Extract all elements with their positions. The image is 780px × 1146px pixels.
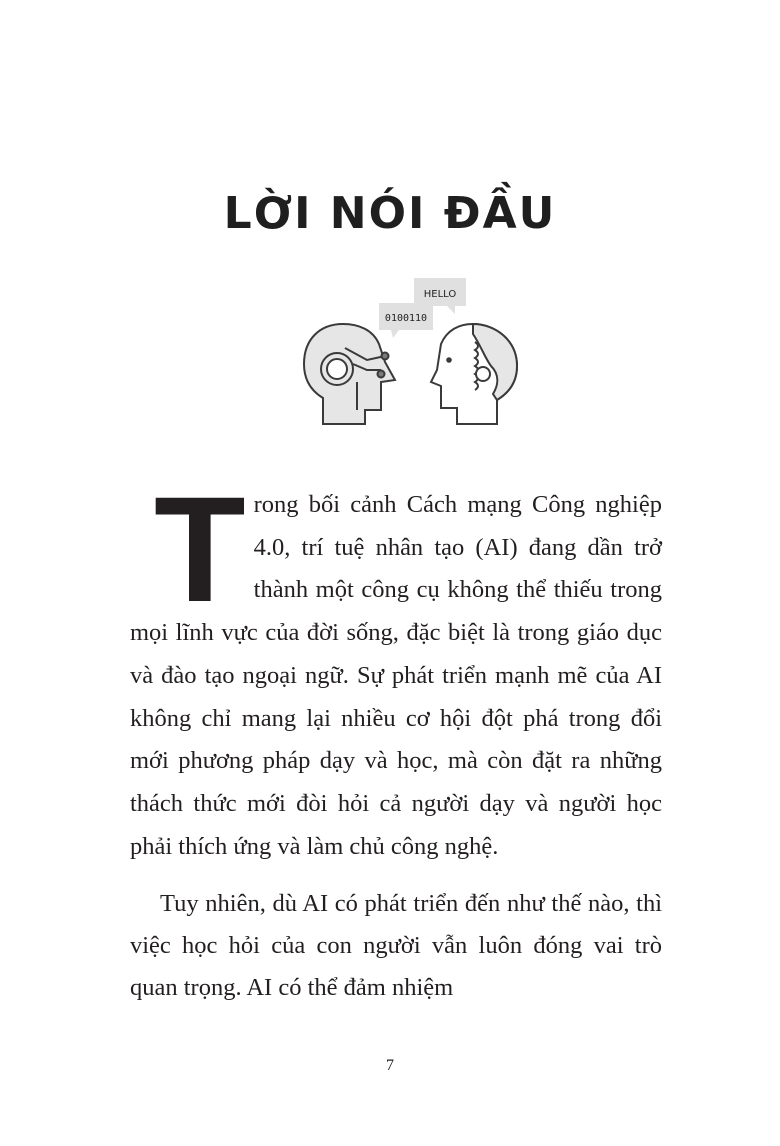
robot-human-talk-icon	[295, 274, 525, 430]
page-title: LỜI NÓI ĐẦU	[223, 188, 557, 239]
robot-and-human-illustration	[295, 274, 525, 430]
paragraph-2-text: Tuy nhiên, dù AI có phát triển đến như thế nào, thì việc học hỏi của con người vẫn luôn đóng vai trò quan trọng. AI có thể đảm nhiệm	[130, 890, 662, 1001]
human-head-icon	[431, 324, 517, 424]
paragraph-2	[130, 883, 662, 1009]
page-number: 7	[386, 1057, 394, 1074]
hello-bubble-text: HELLO	[423, 289, 457, 300]
robot-head-icon	[304, 324, 395, 424]
paragraph-1	[130, 465, 662, 868]
paragraph-1-text: rong bối cảnh Cách mạng Công nghiệp 4.0, trí tuệ nhân tạo (AI) đang dần trở thành một công cụ không thể thiếu trong mọi lĩnh vực của đời sống, đặc biệt là trong giáo dục và đào tạo ngoại ngữ. Sự phát triển mạnh mẽ của AI không chỉ mang lại nhiều cơ hội đột phá trong đổi mới phương pháp dạy và học, mà còn đặt ra những thách thức mới đòi hỏi cả người dạy và người học phải thích ứng và làm chủ công nghệ.	[130, 491, 662, 860]
drop-cap: T	[154, 465, 246, 633]
binary-bubble-text: 0100110	[384, 313, 428, 324]
